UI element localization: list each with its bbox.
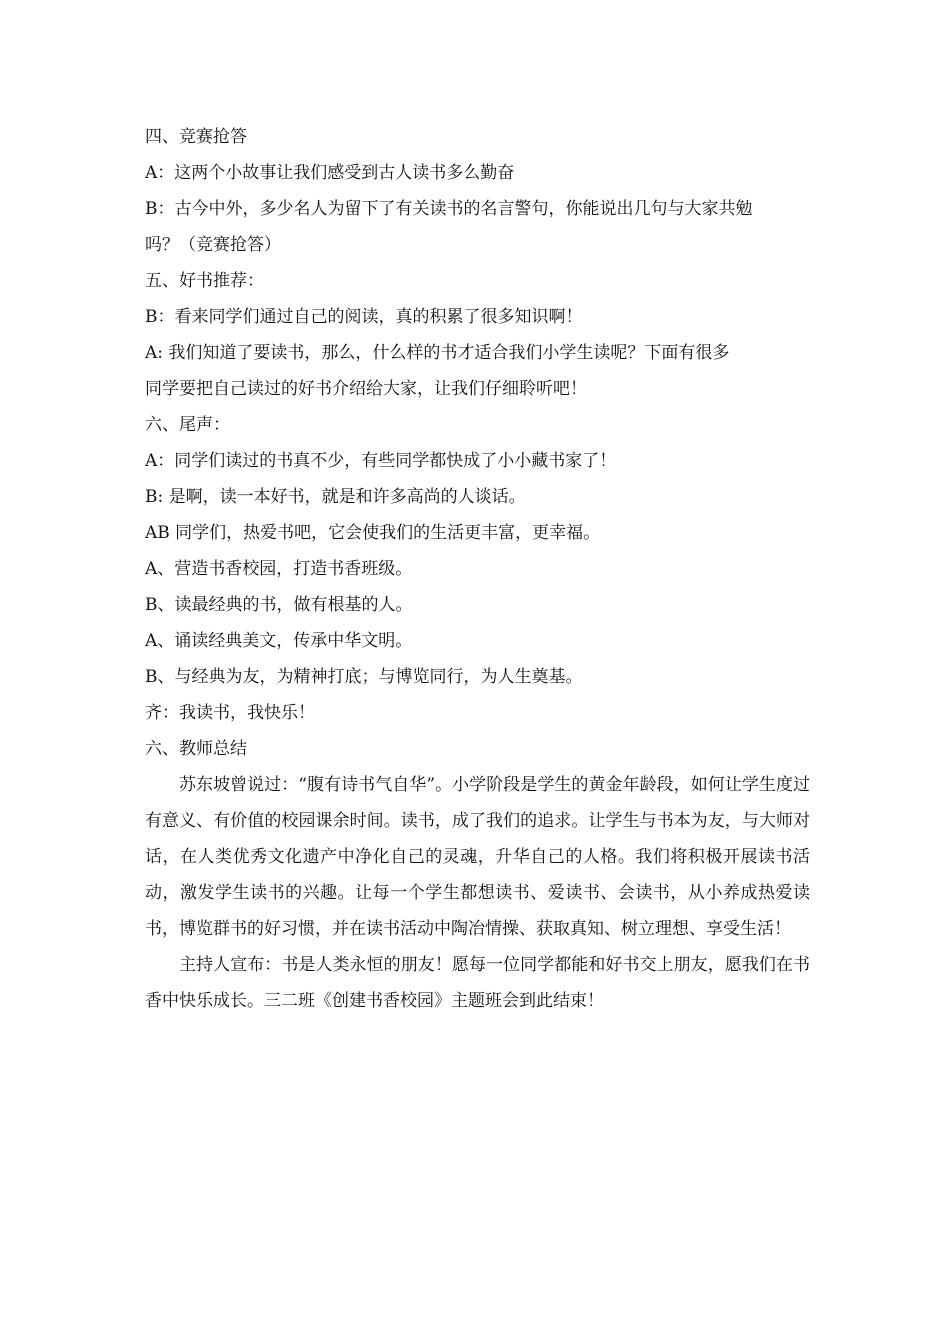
dialogue-line: B：古今中外，多少名人为留下了有关读书的名言警句，你能说出几句与大家共勉: [145, 199, 753, 219]
dialogue-line: A、诵读经典美文，传承中华文明。: [145, 631, 413, 651]
dialogue-line: A：同学们读过的书真不少，有些同学都快成了小小藏书家了！: [145, 451, 617, 471]
dialogue-line: B、与经典为友，为精神打底；与博览同行，为人生奠基。: [145, 667, 583, 687]
summary-paragraph: 苏东坡曾说过：“腹有诗书气自华”。小学阶段是学生的黄金年龄段，如何让学生度过有意义、有价值的校园课余时间。读书，成了我们的追求。让学生与书本为友，与大师对话，在人类优秀文化遗产中净化自己的灵魂，升华自己的人格。我们将积极开展读书活动，激发学生读书的兴趣。让每一个学生都想读书、爱读书、会读书，从小养成热爱读书，博览群书的好习惯，并在读书活动中陶冶情操、获取真知、树立理想、享受生活！: [145, 775, 810, 939]
dialogue-line: A: 我们知道了要读书，那么，什么样的书才适合我们小学生读呢？下面有很多: [145, 343, 730, 363]
dialogue-line: B: 是啊，读一本好书，就是和许多高尚的人谈话。: [145, 487, 526, 507]
document-body: [145, 119, 810, 1019]
closing-paragraph: 主持人宣布：书是人类永恒的朋友！愿每一位同学都能和好书交上朋友，愿我们在书香中快乐成长。三二班《创建书香校园》主题班会到此结束！: [145, 955, 810, 1011]
dialogue-line: 齐：我读书，我快乐！: [145, 703, 315, 723]
dialogue-line: 吗？（竞赛抢答）: [145, 235, 281, 255]
dialogue-line: AB 同学们，热爱书吧，它会使我们的生活更丰富，更幸福。: [145, 523, 601, 543]
dialogue-line: B、读最经典的书，做有根基的人。: [145, 595, 413, 615]
dialogue-line: 同学要把自己读过的好书介绍给大家，让我们仔细聆听吧！: [145, 379, 587, 399]
dialogue-line: B：看来同学们通过自己的阅读，真的积累了很多知识啊！: [145, 307, 583, 327]
section-heading-epilogue: 六、尾声：: [145, 415, 230, 435]
section-heading-teacher-summary: 六、教师总结: [145, 739, 247, 759]
section-heading-quiz: 四、竞赛抢答: [145, 127, 247, 147]
dialogue-line: A：这两个小故事让我们感受到古人读书多么勤奋: [145, 163, 515, 183]
section-heading-book-recommend: 五、好书推荐：: [145, 271, 264, 291]
dialogue-line: A、营造书香校园，打造书香班级。: [145, 559, 413, 579]
